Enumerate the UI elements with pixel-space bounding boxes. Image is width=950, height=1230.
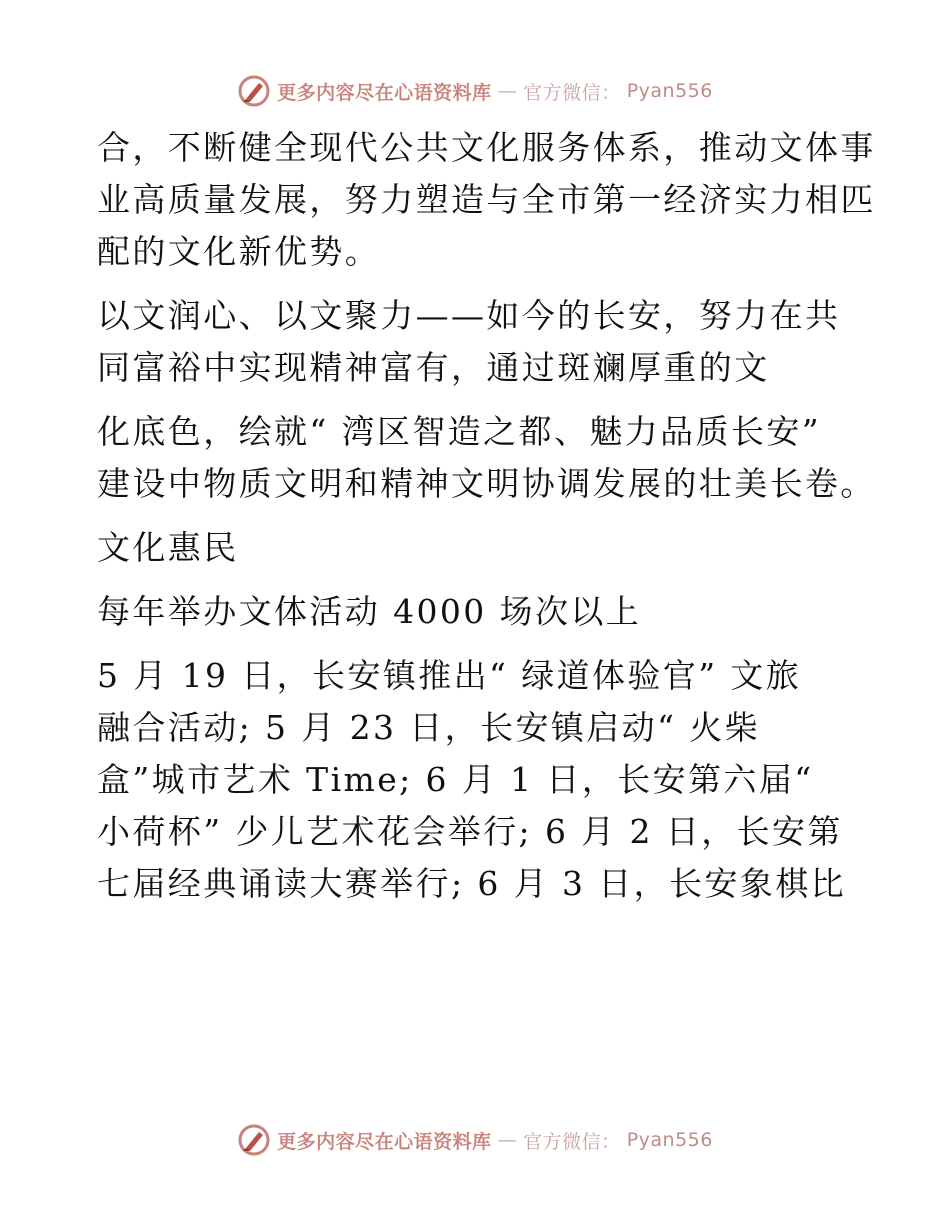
paragraph-line: 化底色，绘就“ 湾区智造之都、魅力品质长安” [97,412,822,451]
paragraph-line: 5 月 19 日，长安镇推出“ 绿道体验官” 文旅 [97,656,802,695]
pen-circle-icon [237,1123,271,1157]
paragraph-3 [97,406,876,510]
document-body [97,122,876,922]
heading-line: 文化惠民 [97,528,239,567]
paragraph-2 [97,290,857,394]
watermark-separator: — [497,1129,518,1151]
paragraph-line: 以文润心、以文聚力——如今的长安，努力在共 [97,296,841,335]
paragraph-line: 配的文化新优势。 [97,232,381,271]
watermark-main-text: 更多内容尽在心语资料库 [277,1130,492,1153]
footer-watermark [0,1120,950,1160]
watermark-id: Pyan556 [626,80,713,102]
paragraph-line: 同富裕中实现精神富有，通过斑斓厚重的文 [97,348,770,387]
paragraph-line: 小荷杯” 少儿艺术花会举行; 6 月 2 日，长安第 [97,812,843,851]
pen-circle-icon [237,74,271,108]
watermark-id: Pyan556 [626,1129,713,1151]
paragraph-line: 盒”城市艺术 Time; 6 月 1 日，长安第六届“ [97,760,814,799]
sub-heading [97,586,857,638]
paragraph-line: 建设中物质文明和精神文明协调发展的壮美长卷。 [97,464,876,503]
watermark-main-text: 更多内容尽在心语资料库 [277,81,492,104]
paragraph-line: 合，不断健全现代公共文化服务体系，推动文体事 [97,128,876,167]
paragraph-line: 业高质量发展，努力塑造与全市第一经济实力相匹 [97,180,876,219]
watermark-separator: — [497,80,518,102]
watermark-sub-text: 官方微信： [523,81,621,104]
watermark-sub-text: 官方微信： [523,1130,621,1153]
paragraph-line: 七届经典诵读大赛举行; 6 月 3 日，长安象棋比 [97,864,847,903]
paragraph-events [97,650,857,910]
heading-line: 每年举办文体活动 4000 场次以上 [97,592,642,631]
section-heading [97,522,857,574]
header-watermark [0,71,950,111]
paragraph-line: 融合活动; 5 月 23 日，长安镇启动“ 火柴 [97,708,761,747]
paragraph-1 [97,122,876,278]
